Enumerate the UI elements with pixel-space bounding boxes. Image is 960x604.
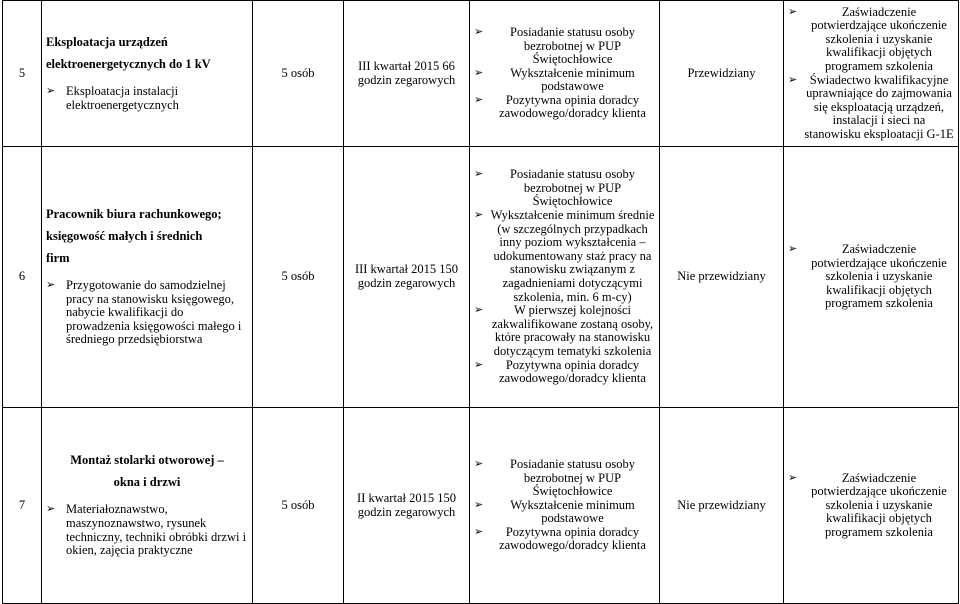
list-item-text: Przygotowanie do samodzielnej pracy na stanowisku księgowego, nabycie kwalifikacji do prowadzenia księgowości małego i średniego przedsiębiorstwa: [66, 278, 242, 347]
list-item-text: Pozytywna opinia doradcy zawodowego/doradcy klienta: [499, 357, 646, 386]
arrow-bullet-icon: ➢: [788, 5, 798, 18]
arrow-bullet-icon: ➢: [474, 498, 484, 511]
list-item: [474, 26, 655, 67]
arrow-bullet-icon: ➢: [474, 25, 484, 38]
bullet-list: [474, 168, 655, 386]
list-item-text: Zaświadczenie potwierdzające ukończenie szkolenia i uzyskanie kwalifikacji objętych programem szkolenia: [811, 242, 947, 311]
list-item-text: Wykształcenie minimum podstawowe: [510, 497, 635, 526]
arrow-bullet-icon: ➢: [788, 73, 798, 86]
list-item: [474, 499, 655, 526]
list-item-text: Wykształcenie minimum średnie (w szczególnych przypadkach inny poziom wykształcenia – udokumentowany staż pracy na stanowisku związanym z zagadnieniami dotyczącymi szkolenia, min. 6 m-cy): [490, 208, 655, 304]
table-row: [3, 408, 959, 604]
list-item-text: Posiadanie statusu osoby bezrobotnej w PUP Świętochłowice: [510, 167, 635, 209]
list-item: [474, 209, 655, 304]
bullet-list: [474, 26, 655, 121]
list-item-text: Posiadanie statusu osoby bezrobotnej w PUP Świętochłowice: [510, 456, 635, 499]
list-item-text: Pozytywna opinia doradcy zawodowego/doradcy klienta: [499, 92, 646, 121]
arrow-bullet-icon: ➢: [46, 503, 56, 516]
people-count: 5 osób: [253, 1, 344, 147]
list-item: [474, 304, 655, 358]
people-count: 5 osób: [253, 408, 344, 604]
course-title-line: Eksploatacja urządzeń: [46, 34, 168, 49]
list-item: [788, 74, 954, 142]
table-row: [3, 147, 959, 408]
bullet-list: [474, 458, 655, 553]
table-row: [3, 1, 959, 147]
list-item: [46, 85, 248, 112]
bullet-list: [788, 6, 954, 142]
list-item-text: W pierwszej kolejności zakwalifikowane zostaną osoby, które pracowały na stanowisku dotyczącym tematyki szkolenia: [491, 303, 654, 358]
requirements-cell: [470, 408, 660, 604]
training-table: [2, 0, 959, 604]
certificates-cell: [784, 147, 959, 408]
internship-status: Nie przewidziany: [660, 408, 784, 604]
course-cell: [42, 1, 253, 147]
term-hours: II kwartał 2015 150 godzin zegarowych: [344, 408, 470, 604]
course-title-line: elektroenergetycznych do 1 kV: [46, 56, 211, 71]
list-item: [788, 243, 954, 311]
course-title-line: Montaż stolarki otworowej –: [70, 453, 224, 468]
certificates-cell: [784, 408, 959, 604]
requirements-cell: [470, 1, 660, 147]
term-hours: III kwartał 2015 150 godzin zegarowych: [344, 147, 470, 408]
internship-status: Przewidziany: [660, 1, 784, 147]
list-item: [474, 94, 655, 121]
list-item: [788, 472, 954, 540]
course-cell: [42, 408, 253, 604]
row-number: 5: [3, 1, 42, 147]
list-item: [46, 279, 248, 347]
list-item-text: Wykształcenie minimum podstawowe: [510, 65, 635, 94]
list-item-text: Pozytywna opinia doradcy zawodowego/doradcy klienta: [499, 524, 646, 553]
bullet-list: [788, 243, 954, 311]
row-number: 6: [3, 147, 42, 408]
row-number: 7: [3, 408, 42, 604]
arrow-bullet-icon: ➢: [474, 525, 484, 538]
list-item: [474, 168, 655, 209]
list-item: [474, 67, 655, 94]
list-item-text: Zaświadczenie potwierdzające ukończenie szkolenia i uzyskanie kwalifikacji objętych programem szkolenia: [811, 4, 947, 73]
bullet-list: [46, 279, 248, 347]
people-count: 5 osób: [253, 147, 344, 408]
arrow-bullet-icon: ➢: [46, 84, 56, 97]
internship-status: Nie przewidziany: [660, 147, 784, 408]
arrow-bullet-icon: ➢: [788, 243, 798, 256]
list-item-text: Świadectwo kwalifikacyjne uprawniające do zajmowania się eksploatacją urządzeń, instalacji i sieci na stanowisku eksploatacji G-1E: [804, 72, 954, 141]
arrow-bullet-icon: ➢: [474, 209, 484, 222]
requirements-cell: [470, 147, 660, 408]
arrow-bullet-icon: ➢: [474, 93, 484, 106]
list-item: [46, 503, 248, 557]
bullet-list: [46, 85, 248, 112]
list-item: [788, 6, 954, 74]
arrow-bullet-icon: ➢: [474, 304, 484, 317]
certificates-cell: [784, 1, 959, 147]
list-item-text: Zaświadczenie potwierdzające ukończenie szkolenia i uzyskanie kwalifikacji objętych programem szkolenia: [811, 470, 947, 539]
list-item-text: Eksploatacja instalacji elektroenergetycznych: [66, 83, 179, 112]
arrow-bullet-icon: ➢: [788, 471, 798, 484]
course-title-line: księgowość małych i średnich: [46, 229, 203, 244]
list-item-text: Materiałoznawstwo, maszynoznawstwo, rysunek techniczny, techniki obróbki drzwi i okien, zajęcia praktyczne: [66, 502, 247, 558]
arrow-bullet-icon: ➢: [474, 457, 484, 470]
term-hours: III kwartał 2015 66 godzin zegarowych: [344, 1, 470, 147]
list-item: [474, 526, 655, 553]
list-item: [474, 458, 655, 499]
list-item: [474, 359, 655, 386]
course-cell: [42, 147, 253, 408]
course-title-line: firm: [46, 251, 70, 266]
arrow-bullet-icon: ➢: [474, 358, 484, 371]
course-title-line: Pracownik biura rachunkowego;: [46, 207, 222, 222]
bullet-list: [788, 472, 954, 540]
course-title-line: okna i drzwi: [113, 475, 181, 490]
arrow-bullet-icon: ➢: [474, 168, 484, 181]
arrow-bullet-icon: ➢: [474, 66, 484, 79]
list-item-text: Posiadanie statusu osoby bezrobotnej w PUP Świętochłowice: [510, 24, 635, 67]
arrow-bullet-icon: ➢: [46, 279, 56, 292]
bullet-list: [46, 503, 248, 557]
